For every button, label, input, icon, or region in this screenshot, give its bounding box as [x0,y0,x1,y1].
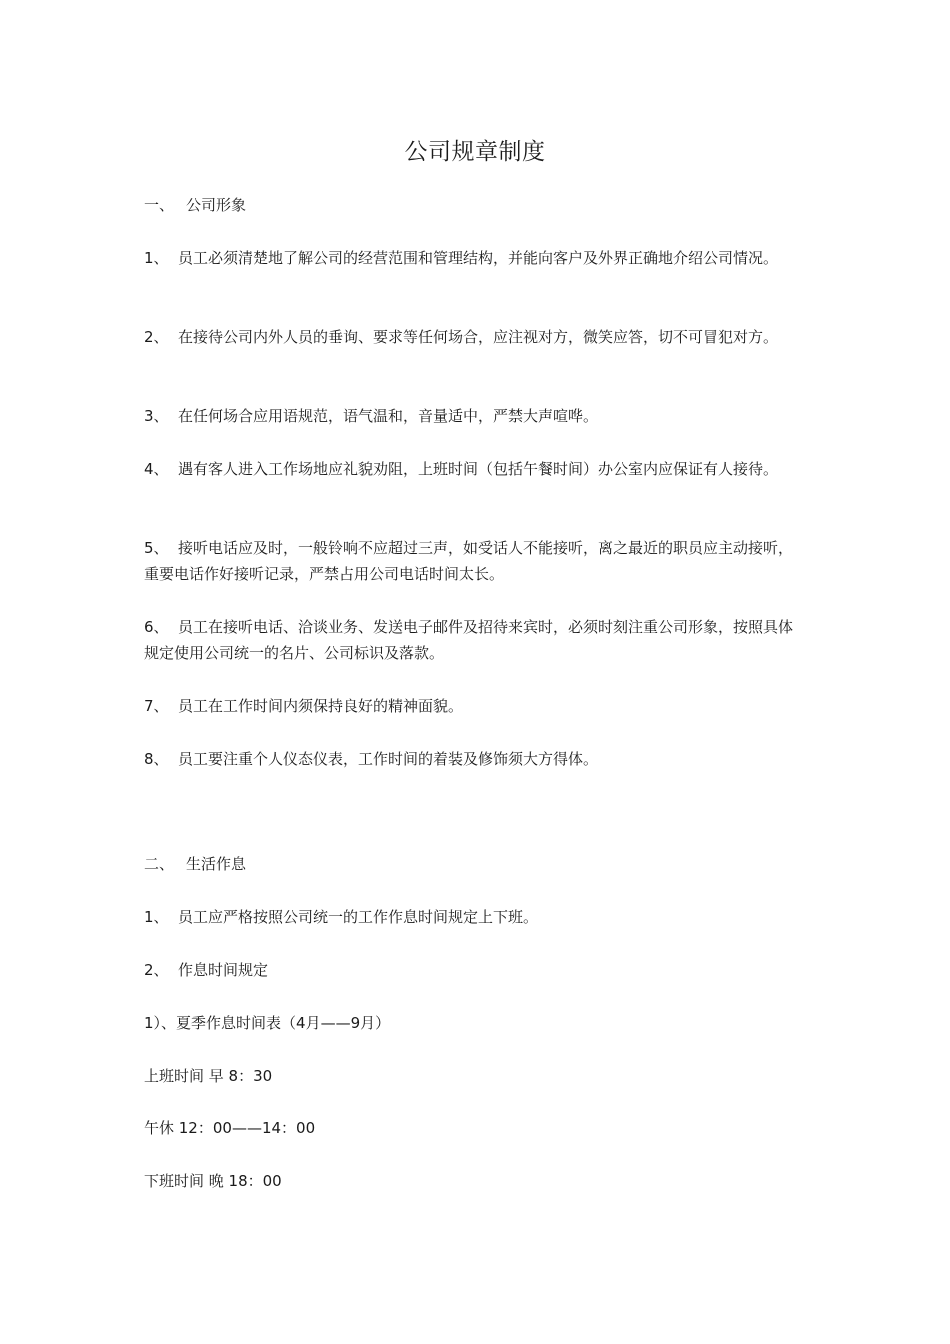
section-heading [144,851,804,877]
item-number: 6、 [144,618,169,636]
item-number: 1、 [144,908,169,926]
item-number: 8、 [144,750,169,768]
list-item [144,324,804,350]
page-title: 公司规章制度 [404,139,546,165]
list-item [144,904,804,930]
item-number: 3、 [144,407,169,425]
section-marker: 二、 [144,855,175,873]
item-number: 2、 [144,328,169,346]
section-title: 生活作息 [186,855,247,873]
item-number: 5、 [144,539,169,557]
schedule-start: 上班时间 早 8：30 [144,1067,273,1085]
list-item [144,957,804,983]
item-number: 7、 [144,697,169,715]
list-item [144,245,804,271]
schedule-lunch: 午休 12：00——14：00 [144,1119,316,1137]
item-text: 遇有客人进入工作场地应礼貌劝阻，上班时间（包括午餐时间）办公室内应保证有人接待。 [178,460,779,478]
section-heading [144,192,804,218]
item-text: 在任何场合应用语规范，语气温和，音量适中，严禁大声喧哗。 [178,407,599,425]
list-item [144,614,804,666]
list-item [144,535,804,587]
list-item [144,403,804,429]
list-item [144,746,804,772]
section-title: 公司形象 [186,196,247,214]
schedule-title: 1）、夏季作息时间表（4月——9月） [144,1014,391,1032]
item-text: 接听电话应及时，一般铃响不应超过三声，如受话人不能接听，离之最近的职员应主动接听，重要电话作好接听记录，严禁占用公司电话时间太长。 [144,539,794,583]
item-number: 2、 [144,961,169,979]
item-text: 员工要注重个人仪态仪表，工作时间的着装及修饰须大方得体。 [178,750,599,768]
item-text: 员工必须清楚地了解公司的经营范围和管理结构，并能向客户及外界正确地介绍公司情况。 [178,249,779,267]
item-text: 作息时间规定 [178,961,269,979]
list-item [144,693,804,719]
item-text: 员工应严格按照公司统一的工作作息时间规定上下班。 [178,908,539,926]
schedule-end: 下班时间 晚 18：00 [144,1172,282,1190]
item-text: 员工在工作时间内须保持良好的精神面貌。 [178,697,464,715]
list-item [144,456,804,482]
item-text: 员工在接听电话、洽谈业务、发送电子邮件及招待来宾时，必须时刻注重公司形象，按照具体规定使用公司统一的名片、公司标识及落款。 [144,618,794,662]
item-text: 在接待公司内外人员的垂询、要求等任何场合，应注视对方，微笑应答，切不可冒犯对方。 [178,328,779,346]
item-number: 4、 [144,460,169,478]
section-marker: 一、 [144,196,175,214]
item-number: 1、 [144,249,169,267]
